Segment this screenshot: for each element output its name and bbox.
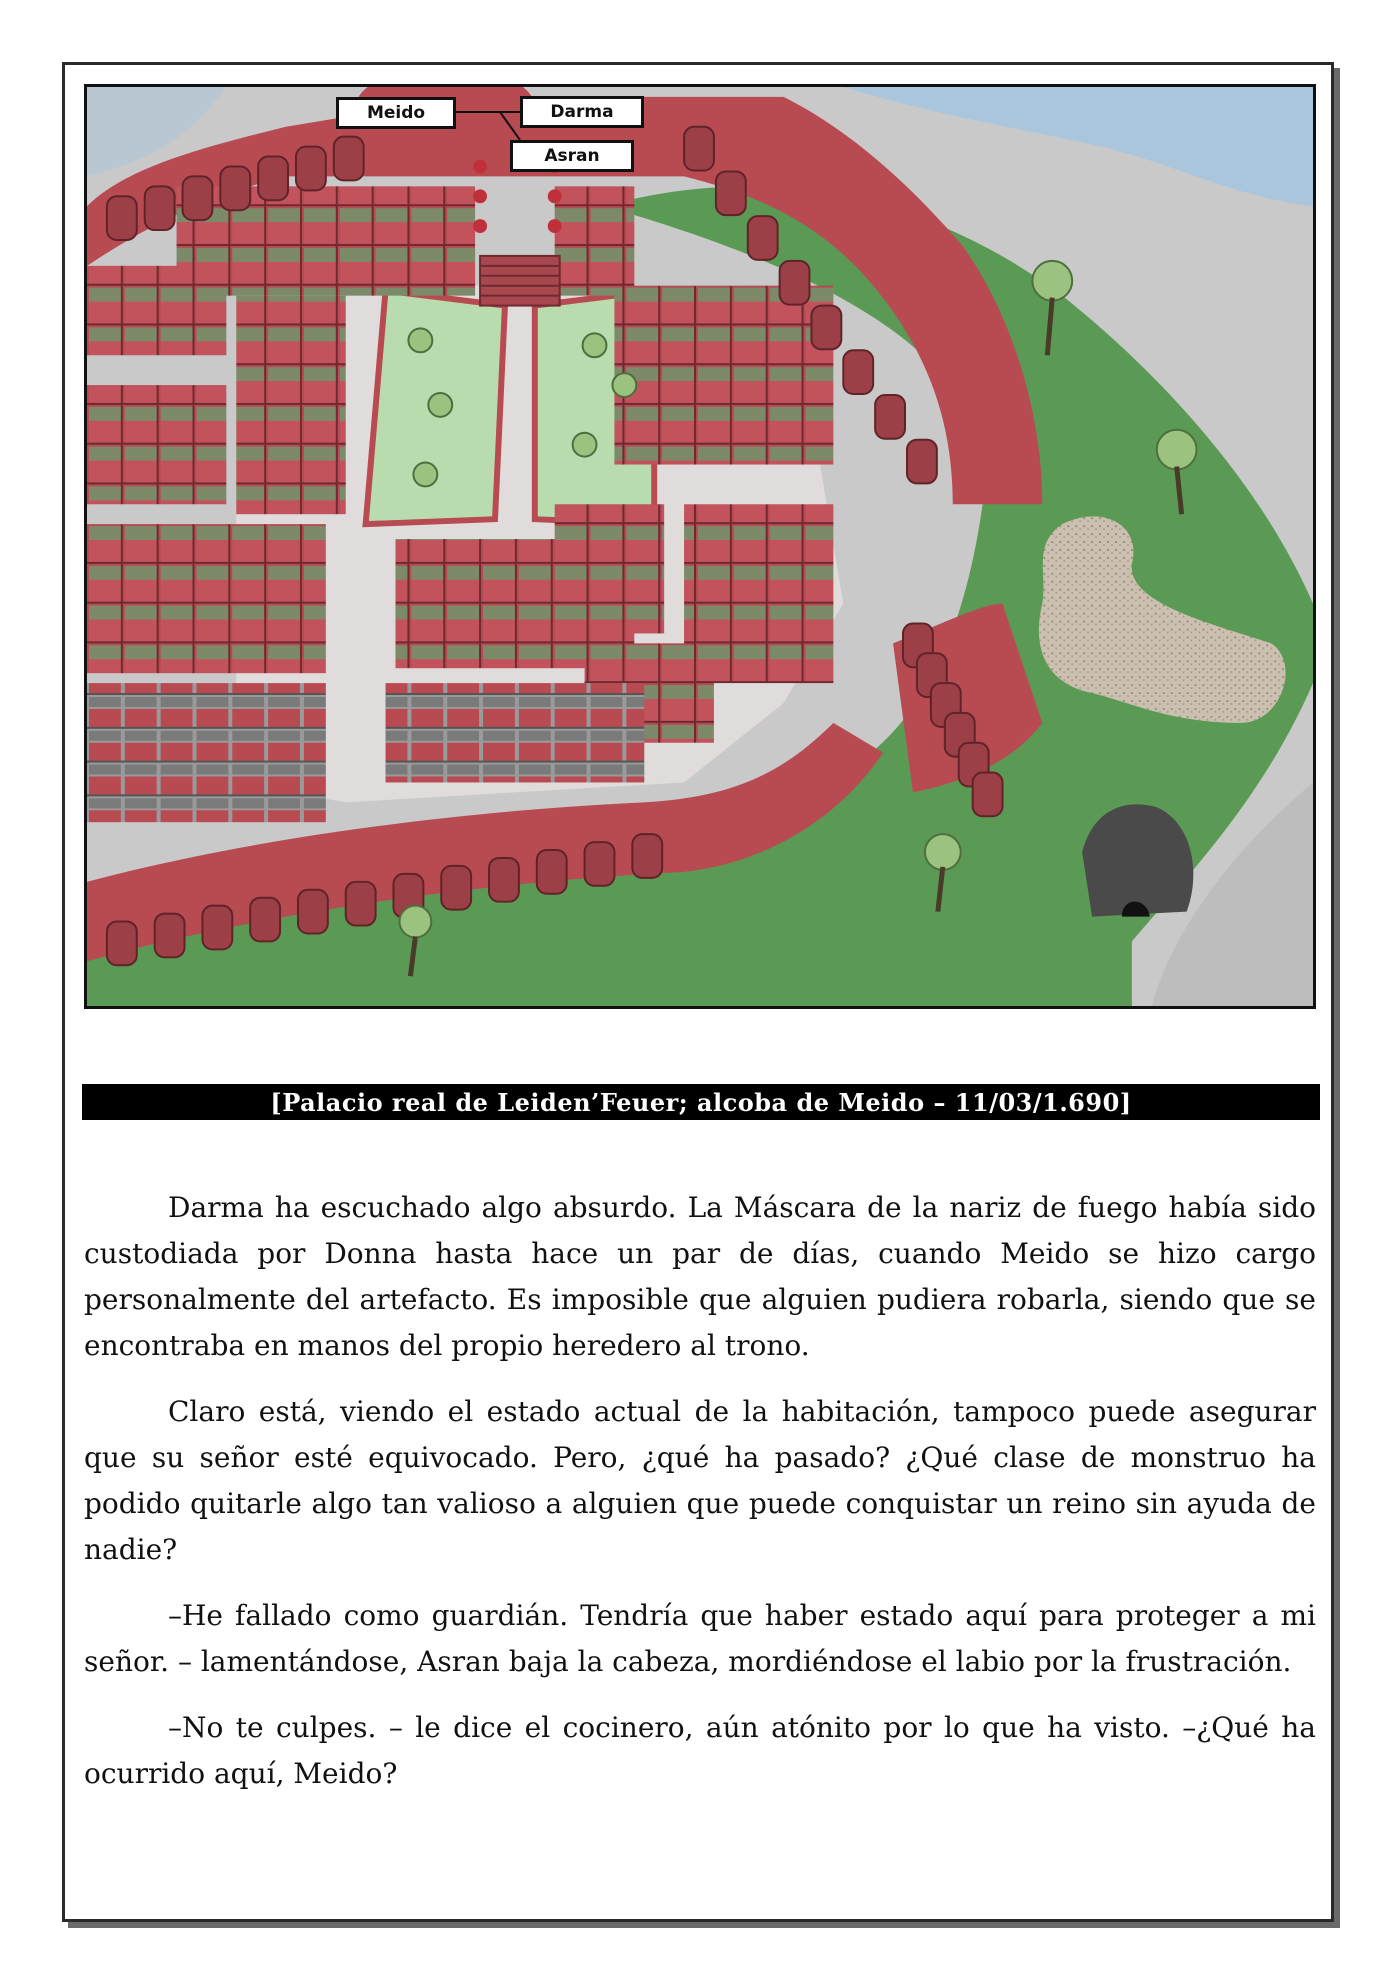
story-text: [84, 1185, 1316, 1817]
tower: [296, 147, 326, 191]
tower: [202, 906, 232, 950]
paragraph: –He fallado como guardián. Tendría que haber estado aquí para proteger a mi señor. – lamentándose, Asran baja la cabeza, mordiéndose el labio por la frustración.: [84, 1599, 1316, 1678]
tower: [489, 858, 519, 902]
tower: [145, 186, 175, 230]
tower: [973, 773, 1003, 817]
tower: [334, 137, 364, 181]
tower: [298, 890, 328, 934]
tower: [684, 127, 714, 171]
tower: [585, 842, 615, 886]
scene-caption: [Palacio real de Leiden’Feuer; alcoba de Meido – 11/03/1.690]: [82, 1084, 1320, 1120]
tower: [843, 350, 873, 394]
tower: [107, 922, 137, 966]
tower: [875, 395, 905, 439]
tower: [748, 216, 778, 260]
paragraph: Darma ha escuchado algo absurdo. La Máscara de la nariz de fuego había sido custodiada por Donna hasta hace un par de días, cuando Meido se hizo cargo personalmente del artefacto. Es imposible que alguien pudiera robarla, siendo que se encontraba en manos del propio heredero al trono.: [84, 1191, 1316, 1362]
city-map-illustration: [87, 87, 1313, 1006]
map-label-asran: Asran: [510, 140, 634, 172]
tower: [537, 850, 567, 894]
tower: [716, 171, 746, 215]
tower: [107, 196, 137, 240]
tower: [811, 306, 841, 350]
map-label-meido: Meido: [336, 97, 456, 129]
tower: [258, 157, 288, 201]
map-label-darma: Darma: [520, 96, 644, 128]
city-map: [84, 84, 1316, 1009]
tower: [780, 261, 810, 305]
tower: [250, 898, 280, 942]
paragraph: –No te culpes. – le dice el cocinero, aún atónito por lo que ha visto. –¿Qué ha ocurrido aquí, Meido?: [84, 1711, 1316, 1790]
tower: [183, 176, 213, 220]
tower: [220, 166, 250, 210]
tower: [346, 882, 376, 926]
tower: [441, 866, 471, 910]
tower: [632, 834, 662, 878]
tower: [155, 914, 185, 958]
tower: [907, 440, 937, 484]
paragraph: Claro está, viendo el estado actual de la habitación, tampoco puede asegurar que su señor esté equivocado. Pero, ¿qué ha pasado? ¿Qué clase de monstruo ha podido quitarle algo tan valioso a alguien que puede conquistar un reino sin ayuda de nadie?: [84, 1395, 1316, 1566]
